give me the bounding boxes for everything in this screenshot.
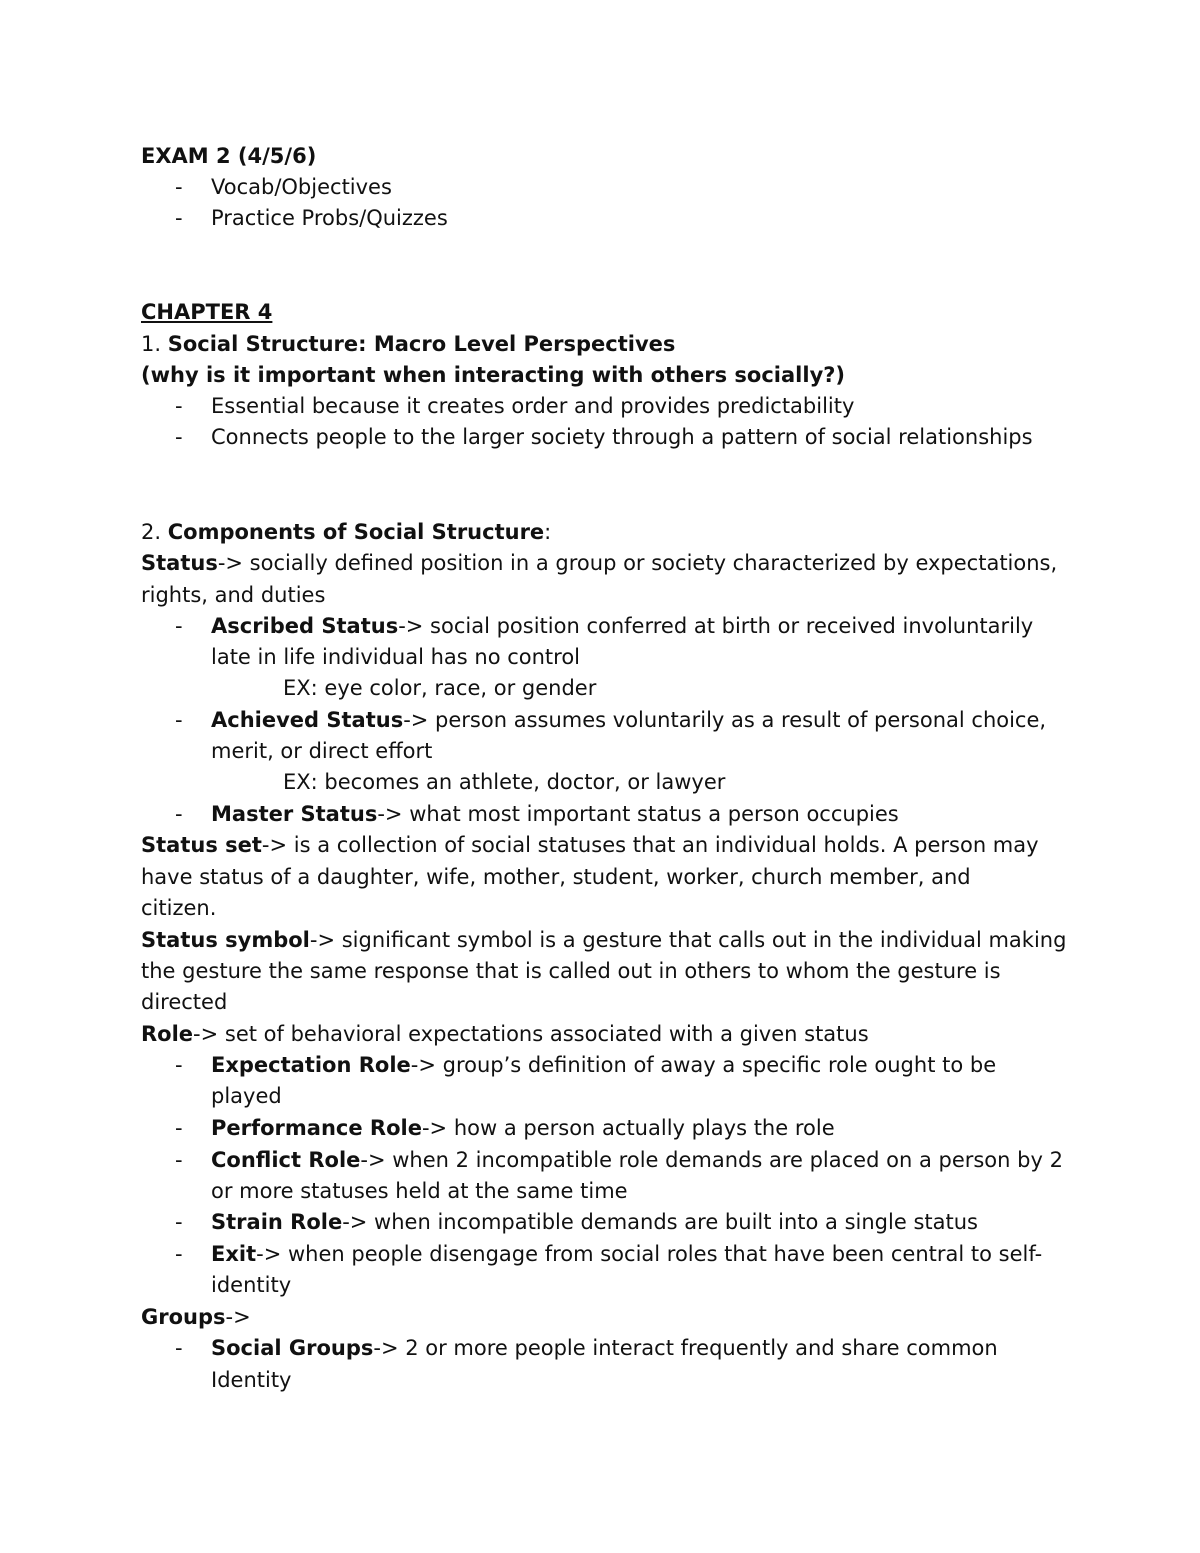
bullet-dash: - (175, 175, 183, 199)
section2-heading: 2. Components of Social Structure: (141, 520, 552, 544)
bullet-dash: - (175, 1148, 183, 1172)
section1-question: (why is it important when interacting with others socially?) (141, 363, 846, 387)
performance-role: Performance Role-> how a person actually plays the role (211, 1116, 835, 1140)
exit-role-cont: identity (211, 1273, 292, 1297)
status-set-cont: citizen. (141, 896, 217, 920)
section1-heading: 1. Social Structure: Macro Level Perspectives (141, 332, 676, 356)
social-groups-cont: Identity (211, 1368, 292, 1392)
expectation-role: Expectation Role-> group’s definition of away a specific role ought to be (211, 1053, 997, 1077)
social-groups: Social Groups-> 2 or more people interact frequently and share common (211, 1336, 998, 1360)
status-definition-cont: rights, and duties (141, 583, 326, 607)
groups-heading: Groups-> (141, 1305, 251, 1329)
section1-bullet-1: Essential because it creates order and provides predictability (211, 394, 855, 418)
bullet-dash: - (175, 708, 183, 732)
bullet-dash: - (175, 1053, 183, 1077)
achieved-status-cont: merit, or direct effort (211, 739, 433, 763)
status-symbol: Status symbol-> significant symbol is a gesture that calls out in the individual making (141, 928, 1067, 952)
bullet-dash: - (175, 206, 183, 230)
bullet-dash: - (175, 614, 183, 638)
ascribed-status: Ascribed Status-> social position conferred at birth or received involuntarily (211, 614, 1034, 638)
bullet-dash: - (175, 1336, 183, 1360)
strain-role: Strain Role-> when incompatible demands are built into a single status (211, 1210, 978, 1234)
exam-item-practice: Practice Probs/Quizzes (211, 206, 448, 230)
conflict-role-cont: or more statuses held at the same time (211, 1179, 628, 1203)
exam-item-vocab: Vocab/Objectives (211, 175, 392, 199)
bullet-dash: - (175, 394, 183, 418)
bullet-dash: - (175, 1210, 183, 1234)
status-symbol-cont: directed (141, 990, 228, 1014)
achieved-status: Achieved Status-> person assumes voluntarily as a result of personal choice, (211, 708, 1047, 732)
bullet-dash: - (175, 425, 183, 449)
conflict-role: Conflict Role-> when 2 incompatible role demands are placed on a person by 2 (211, 1148, 1063, 1172)
achieved-example: EX: becomes an athlete, doctor, or lawyer (283, 770, 726, 794)
bullet-dash: - (175, 1242, 183, 1266)
master-status: Master Status-> what most important status a person occupies (211, 802, 899, 826)
role-definition: Role-> set of behavioral expectations associated with a given status (141, 1022, 869, 1046)
exit-role: Exit-> when people disengage from social roles that have been central to self- (211, 1242, 1043, 1266)
status-definition: Status-> socially defined position in a group or society characterized by expectations, (141, 551, 1058, 575)
status-set-cont: have status of a daughter, wife, mother, student, worker, church member, and (141, 865, 971, 889)
status-set: Status set-> is a collection of social statuses that an individual holds. A person may (141, 833, 1039, 857)
section1-bullet-2: Connects people to the larger society through a pattern of social relationships (211, 425, 1033, 449)
exam-title: EXAM 2 (4/5/6) (141, 144, 317, 168)
expectation-role-cont: played (211, 1084, 282, 1108)
status-symbol-cont: the gesture the same response that is called out in others to whom the gesture is (141, 959, 1001, 983)
bullet-dash: - (175, 802, 183, 826)
chapter-heading: CHAPTER 4 (141, 300, 273, 324)
bullet-dash: - (175, 1116, 183, 1140)
ascribed-example: EX: eye color, race, or gender (283, 676, 597, 700)
ascribed-status-cont: late in life individual has no control (211, 645, 581, 669)
